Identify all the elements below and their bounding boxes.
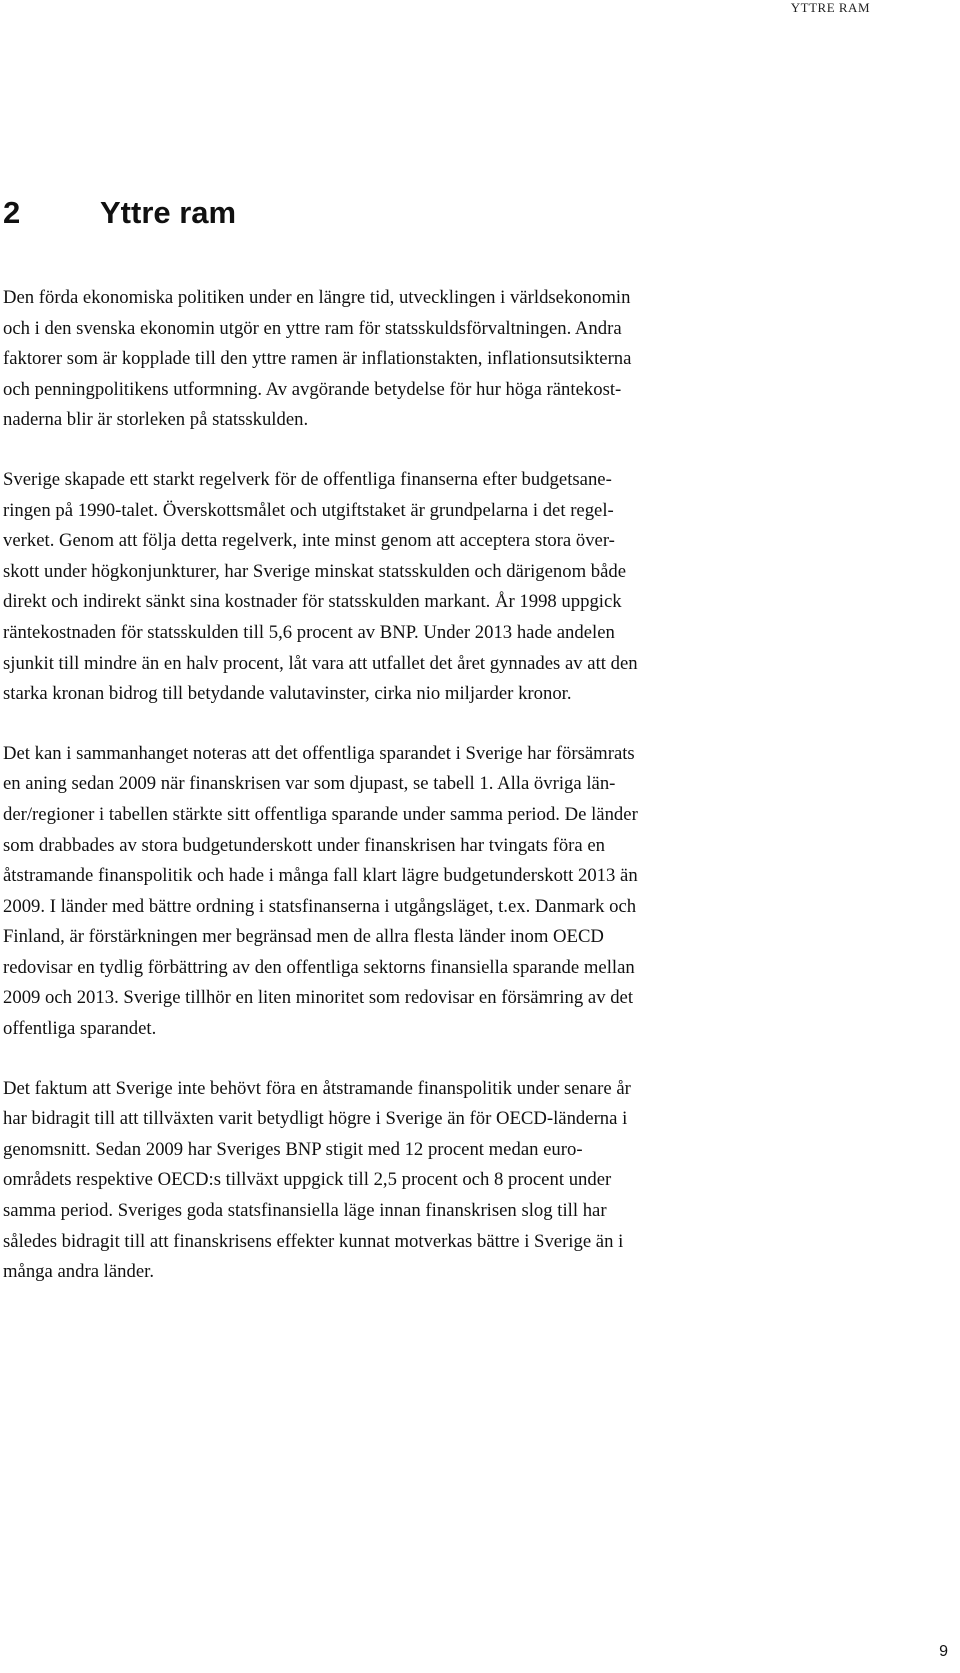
paragraph-line: Finland, är förstärkningen mer begränsad men de allra flesta länder inom OECD	[3, 926, 604, 948]
paragraph-line: redovisar en tydlig förbättring av den offentliga sektorns finansiella sparande mellan	[3, 956, 635, 978]
paragraph-line: ringen på 1990-talet. Överskottsmålet och utgiftstaket är grundpelarna i det regel-	[3, 499, 614, 521]
paragraph-line: således bidragit till att finanskrisens effekter kunnat motverkas bättre i Sverige än i	[3, 1230, 624, 1252]
paragraph-line: områdets respektive OECD:s tillväxt uppgick till 2,5 procent och 8 procent under	[3, 1169, 612, 1191]
paragraph-line: många andra länder.	[3, 1261, 154, 1283]
paragraph-line: 2009 och 2013. Sverige tillhör en liten minoritet som redovisar en försämring av det	[3, 987, 634, 1009]
paragraph-line: direkt och indirekt sänkt sina kostnader för statsskulden markant. År 1998 uppgick	[3, 591, 622, 613]
paragraph-line: och i den svenska ekonomin utgör en yttre ram för statsskuldsförvaltningen. Andra	[3, 317, 622, 339]
paragraph-line: genomsnitt. Sedan 2009 har Sveriges BNP stigit med 12 procent medan euro-	[3, 1138, 583, 1160]
paragraph-line: sjunkit till mindre än en halv procent, låt vara att utfallet det året gynnades av att den	[3, 652, 638, 674]
paragraph-line: samma period. Sveriges goda statsfinansiella läge innan finanskrisen slog till har	[3, 1200, 607, 1222]
paragraph-line: Det kan i sammanhanget noteras att det offentliga sparandet i Sverige har försämrats	[3, 742, 635, 764]
paragraph-line: verket. Genom att följa detta regelverk, inte minst genom att acceptera stora över-	[3, 530, 615, 552]
paragraph-line: 2009. I länder med bättre ordning i statsfinanserna i utgångsläget, t.ex. Danmark och	[3, 895, 637, 917]
paragraph-line: faktorer som är kopplade till den yttre ramen är inflationstakten, inflationsutsikterna	[3, 348, 632, 370]
body-text	[3, 283, 778, 1317]
paragraph	[3, 283, 778, 436]
paragraph-line: räntekostnaden för statsskulden till 5,6 procent av BNP. Under 2013 hade andelen	[3, 621, 615, 643]
chapter-title: Yttre ram	[100, 195, 237, 230]
paragraph-line: som drabbades av stora budgetunderskott under finanskrisen har tvingats föra en	[3, 834, 605, 856]
chapter-heading	[3, 193, 236, 233]
paragraph-line: Den förda ekonomiska politiken under en längre tid, utvecklingen i världsekonomin	[3, 287, 631, 308]
paragraph	[3, 739, 778, 1045]
page-number: 9	[939, 1643, 948, 1660]
paragraph-line: åtstramande finanspolitik och hade i många fall klart lägre budgetunderskott 2013 än	[3, 865, 638, 887]
paragraph-line: starka kronan bidrog till betydande valutavinster, cirka nio miljarder kronor.	[3, 683, 572, 705]
paragraph	[3, 465, 778, 710]
paragraph-line: der/regioner i tabellen stärkte sitt offentliga sparande under samma period. De länder	[3, 803, 638, 825]
paragraph-line: skott under högkonjunkturer, har Sverige minskat statsskulden och därigenom både	[3, 560, 627, 582]
chapter-number: 2	[3, 195, 21, 230]
paragraph	[3, 1074, 778, 1288]
paragraph-line: och penningpolitikens utformning. Av avgörande betydelse för hur höga räntekost-	[3, 378, 622, 400]
paragraph-line: har bidragit till att tillväxten varit betydligt högre i Sverige än för OECD-länderna i	[3, 1108, 628, 1130]
running-header: YTTRE RAM	[790, 0, 870, 15]
paragraph-line: Sverige skapade ett starkt regelverk för de offentliga finanserna efter budgetsane-	[3, 468, 612, 490]
paragraph-line: en aning sedan 2009 när finanskrisen var som djupast, se tabell 1. Alla övriga län-	[3, 773, 616, 795]
paragraph-line: offentliga sparandet.	[3, 1018, 157, 1040]
paragraph-line: naderna blir är storleken på statsskulden.	[3, 409, 309, 431]
paragraph-line: Det faktum att Sverige inte behövt föra en åtstramande finanspolitik under senare år	[3, 1077, 631, 1099]
